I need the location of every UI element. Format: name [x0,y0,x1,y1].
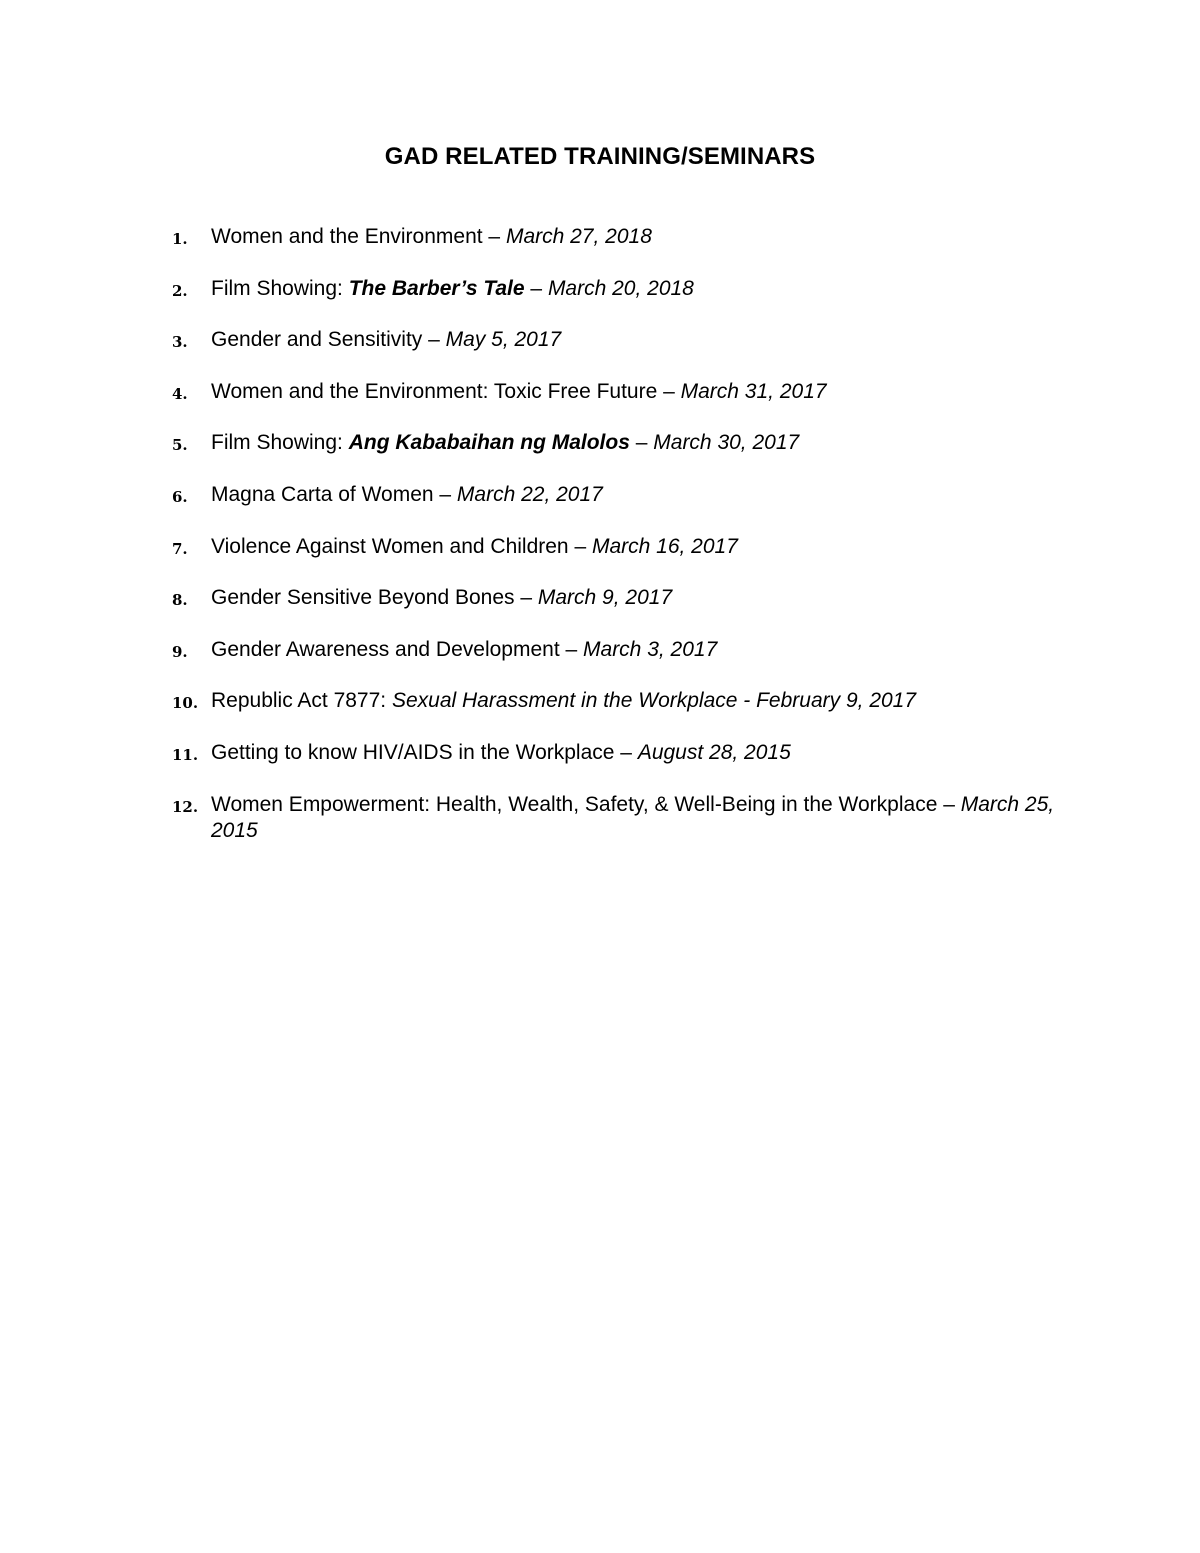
seminar-title: Film Showing: [211,276,349,300]
seminar-number: 1. [172,230,188,248]
seminar-text [211,224,1061,250]
seminar-item [0,276,1200,302]
seminar-text [211,792,1061,844]
seminar-item [0,534,1200,560]
seminar-number: 5. [172,436,188,455]
seminar-date: March 22, 2017 [456,482,603,506]
seminar-title: Republic Act 7877: [211,689,392,713]
seminar-date: August 28, 2015 [637,740,791,764]
seminar-title: Film Showing: [211,431,349,455]
seminar-date: March 25, 2015 [211,792,1055,842]
seminar-title: Women Empowerment: Health, Wealth, Safety, & Well-Being in the Workplace – [211,792,961,816]
seminar-date: Sexual Harassment in the Workplace - February 9, 2017 [391,689,917,713]
seminar-number: 2. [172,281,188,300]
seminar-number: 6. [172,487,188,506]
seminar-title: Getting to know HIV/AIDS in the Workplace – [211,740,638,764]
seminar-item [0,792,1200,844]
seminar-list [0,224,1200,869]
seminar-title: Violence Against Women and Children – [211,534,592,558]
seminar-text [211,430,1061,456]
seminar-number: 9. [172,642,188,661]
seminar-number: 12. [172,797,199,816]
seminar-title: Gender Sensitive Beyond Bones – [211,586,538,610]
seminar-text [211,276,1061,302]
seminar-text [211,740,1061,766]
seminar-number: 7. [172,539,188,558]
seminar-text [211,585,1061,611]
seminar-date: March 16, 2017 [591,534,738,558]
seminar-text [211,637,1061,663]
seminar-text [211,688,1061,714]
seminar-number: 10. [172,694,199,713]
seminar-item [0,585,1200,611]
seminar-number: 11. [172,745,199,764]
seminar-item [0,688,1200,714]
seminar-date: March 20, 2018 [547,276,694,300]
seminar-number: 8. [172,591,188,610]
seminar-item [0,327,1200,353]
seminar-text [211,327,1061,353]
seminar-date: March 31, 2017 [680,379,827,403]
seminar-text [211,379,1061,405]
film-title: The Barber’s Tale [348,276,525,300]
seminar-title: – [629,431,654,455]
seminar-date: March 9, 2017 [537,586,673,610]
seminar-date: March 30, 2017 [653,431,800,455]
seminar-title: Gender and Sensitivity – [211,328,446,352]
seminar-date: May 5, 2017 [445,328,562,352]
seminar-date: March 27, 2018 [505,225,652,248]
seminar-date: March 3, 2017 [583,637,718,661]
seminar-title: – [524,276,548,300]
seminar-item [0,430,1200,456]
seminar-item [0,379,1200,405]
seminar-text [211,534,1061,560]
seminar-item [0,637,1200,663]
seminar-title: Women and the Environment – [211,225,506,248]
seminar-text [211,482,1061,508]
film-title: Ang Kababaihan ng Malolos [348,431,630,455]
seminar-number: 3. [172,333,188,352]
seminar-title: Magna Carta of Women – [211,482,457,506]
seminar-item [0,740,1200,766]
seminar-item [0,482,1200,508]
seminar-item [0,224,1200,250]
seminar-title: Gender Awareness and Development – [211,637,584,661]
seminar-number: 4. [172,384,188,403]
seminar-title: Women and the Environment: Toxic Free Future – [211,379,681,403]
document-title: GAD RELATED TRAINING/SEMINARS [384,143,816,170]
